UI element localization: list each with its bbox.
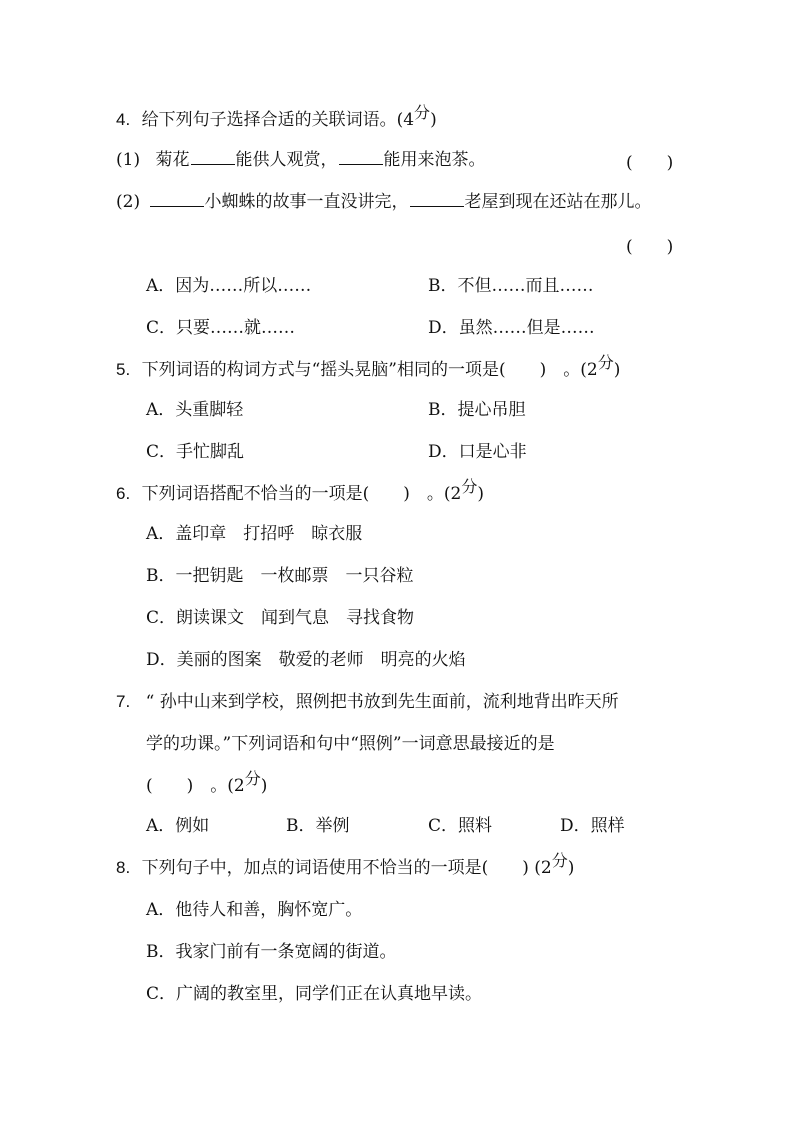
q8-option-c[interactable]: C．广阔的教室里，同学们正在认真地早读。 [146,984,483,1004]
q6-option-d[interactable]: D．美丽的图案 敬爱的老师 明亮的火焰 [146,650,466,670]
q4-s1-blank-1[interactable] [191,148,235,165]
q4-s2-blank-2[interactable] [410,190,464,207]
q5-option-c[interactable]: C．手忙脚乱 [146,442,245,462]
q7-line-3 [146,769,268,798]
q4-option-c[interactable]: C．只要……就…… [146,318,296,338]
q4-s1-blank-2[interactable] [339,148,383,165]
q4-stem-line [116,103,437,132]
q7-option-c[interactable]: C．照料 [428,816,493,836]
q6-option-a[interactable]: A．盖印章 打招呼 晾衣服 [146,524,363,544]
q6-close: ) [477,484,484,504]
q4-s1-label: (1) [116,150,141,170]
q8-close: ) [567,858,575,878]
q7-text-line-1: “ 孙中山来到学校，照例把书放到先生面前，流利地背出昨天所 [145,692,619,712]
q6-score-unit: 分 [461,477,478,496]
q4-s2-blank-1[interactable] [150,190,204,207]
q4-s1-text-b: 能供人观赏， [235,150,338,170]
q8-option-b[interactable]: B．我家门前有一条宽阔的街道。 [146,942,397,962]
q6-number: 6. [116,484,131,503]
q4-s2-text-b: 小蜘蛛的故事一直没讲完， [204,192,409,212]
q4-option-b[interactable]: B．不但……而且…… [428,276,594,296]
q6-option-b[interactable]: B．一把钥匙 一枚邮票 一只谷粒 [146,566,414,586]
q5-number: 5. [116,360,131,379]
q7-score-unit: 分 [244,769,261,788]
q4-s2-text-c: 老屋到现在还站在那儿。 [464,192,652,212]
q4-s2-answer-paren[interactable]: ( ) [626,237,674,257]
q7-text-line-3: ( ) 。(2 [146,776,245,796]
q5-option-b[interactable]: B．提心吊胆 [428,400,526,420]
q7-option-b[interactable]: B．举例 [286,816,350,836]
q5-score-unit: 分 [597,353,614,372]
q4-s1-answer-paren[interactable]: ( ) [626,153,674,173]
q8-score-unit: 分 [551,851,568,870]
q5-option-d[interactable]: D．口是心非 [428,442,527,462]
q8-stem-line [116,851,575,880]
q7-text-line-2: 学的功课。”下列词语和句中“照例”一词意思最接近的是 [146,734,555,754]
q7-line-2 [146,732,555,756]
q5-stem-line [116,353,621,382]
q4-option-a[interactable]: A．因为……所以…… [146,276,312,296]
q5-close: ) [613,360,621,380]
q4-option-d[interactable]: D．虽然……但是…… [428,318,595,338]
q8-number: 8. [116,858,131,877]
q7-option-d[interactable]: D．照样 [560,816,625,836]
q4-s1-text-a: 菊花 [155,150,190,170]
q4-score-unit: 分 [414,103,431,122]
q7-option-a[interactable]: A．例如 [146,816,210,836]
q8-stem: 下列句子中，加点的词语使用不恰当的一项是( ) (2 [141,858,552,878]
q8-option-a[interactable]: A．他待人和善，胸怀宽广。 [146,900,363,920]
q4-sentence-2 [116,190,652,214]
q6-stem: 下列词语搭配不恰当的一项是( ) 。(2 [141,484,462,504]
q7-number: 7. [116,692,131,711]
q4-s1-text-c: 能用来泡茶。 [383,150,486,170]
q6-stem-line [116,477,484,506]
q7-close: ) [260,776,268,796]
q7-line-1 [116,690,619,714]
q5-stem: 下列词语的构词方式与“摇头晃脑”相同的一项是( ) 。(2 [141,360,598,380]
q6-option-c[interactable]: C．朗读课文 闻到气息 寻找食物 [146,608,415,628]
q5-option-a[interactable]: A．头重脚轻 [146,400,244,420]
q4-number: 4. [116,110,131,129]
q4-stem: 给下列句子选择合适的关联词语。(4 [141,110,415,130]
q4-sentence-1 [116,148,486,172]
q4-close: ) [430,110,437,130]
q4-s2-label: (2) [116,192,141,212]
